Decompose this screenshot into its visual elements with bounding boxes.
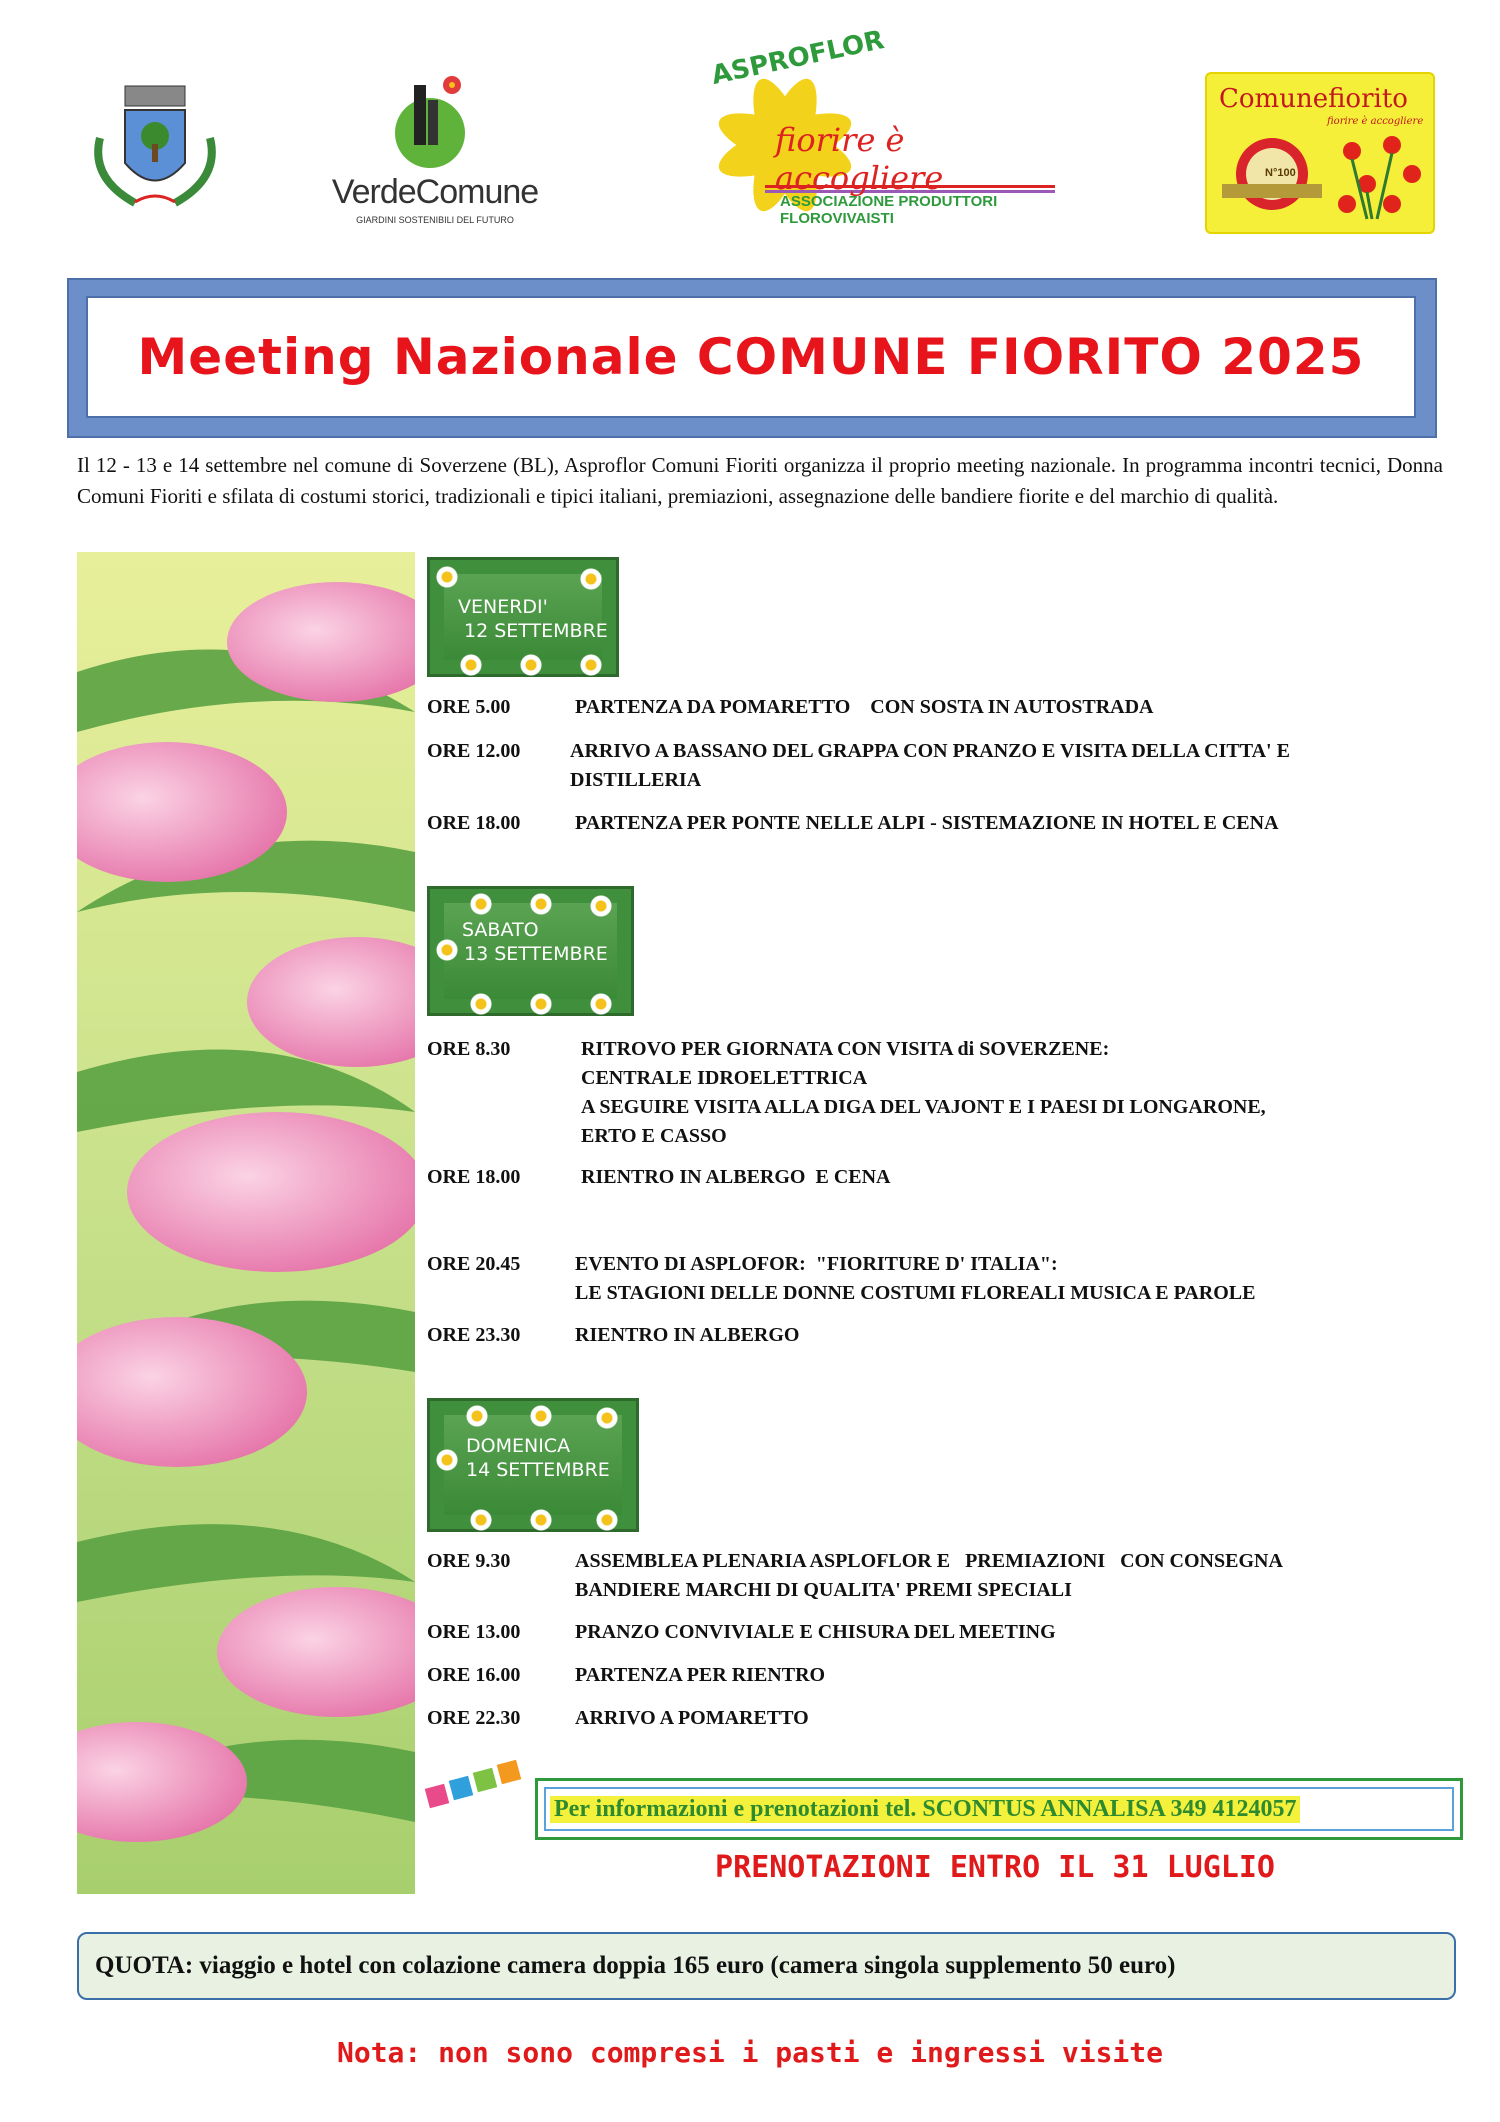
schedule-time: ORE 12.00	[427, 740, 521, 762]
comune-fiorito-badge-text: N°100	[1265, 167, 1296, 179]
asproflor-arc-text: ASPROFLOR	[708, 25, 887, 91]
booking-deadline: PRENOTAZIONI ENTRO IL 31 LUGLIO	[715, 1850, 1275, 1885]
schedule-time: ORE 13.00	[427, 1621, 521, 1643]
schedule-desc: PRANZO CONVIVIALE E CHISURA DEL MEETING	[575, 1621, 1056, 1643]
tulip-photo	[77, 552, 415, 1894]
day-badge-line2: 14 SETTEMBRE	[466, 1459, 610, 1481]
asproflor-subtitle: ASSOCIAZIONE PRODUTTORI FLOROVIVAISTI	[780, 193, 998, 227]
schedule-desc: PARTENZA PER RIENTRO	[575, 1664, 826, 1686]
schedule-time: ORE 22.30	[427, 1707, 521, 1729]
day-badge-line1: VENERDI'	[458, 596, 548, 618]
coat-of-arms-logo	[80, 78, 230, 213]
day-badge-line1: SABATO	[462, 919, 539, 941]
schedule-desc: PARTENZA PER PONTE NELLE ALPI - SISTEMAZIONE IN HOTEL E CENA	[575, 812, 1279, 834]
day-badge-line1: DOMENICA	[466, 1435, 571, 1457]
verde-comune-tagline: GIARDINI SOSTENIBILI DEL FUTURO	[356, 215, 514, 225]
schedule-time: ORE 23.30	[427, 1324, 521, 1346]
schedule-desc: EVENTO DI ASPLOFOR: "FIORITURE D' ITALIA": LE STAGIONI DELLE DONNE COSTUMI FLOREALI MUSICA E PAROLE	[575, 1253, 1256, 1304]
schedule-time: ORE 18.00	[427, 1166, 521, 1188]
schedule-time: ORE 18.00	[427, 812, 521, 834]
comune-fiorito-title: Comunefiorito	[1219, 84, 1408, 114]
schedule-desc: PARTENZA DA POMARETTO CON SOSTA IN AUTOSTRADA	[575, 696, 1154, 718]
schedule-desc: RIENTRO IN ALBERGO E CENA	[581, 1166, 891, 1188]
schedule-desc: ARRIVO A POMARETTO	[575, 1707, 809, 1729]
price-text: QUOTA: viaggio e hotel con colazione camera doppia 165 euro (camera singola supplemento 50 euro)	[95, 1952, 1176, 1979]
day-badge-friday	[427, 557, 619, 677]
day-badge-line2: 13 SETTEMBRE	[464, 943, 608, 965]
price-box	[77, 1932, 1456, 2000]
verde-comune-logo	[330, 65, 540, 230]
schedule-desc: RITROVO PER GIORNATA CON VISITA di SOVERZENE: CENTRALE IDROELETTRICA A SEGUIRE VISITA ALLA DIGA DEL VAJONT E I PAESI DI LONGARONE, ERTO E CASSO	[581, 1038, 1266, 1147]
schedule-time: ORE 5.00	[427, 696, 511, 718]
schedule-desc: ASSEMBLEA PLENARIA ASPLOFLOR E PREMIAZIONI CON CONSEGNA BANDIERE MARCHI DI QUALITA' PREMI SPECIALI	[575, 1550, 1283, 1601]
comune-fiorito-logo	[1205, 72, 1435, 234]
asproflor-slogan: fiorire è accogliere	[775, 121, 944, 197]
note-text: Nota: non sono compresi i pasti e ingressi visite	[336, 2036, 1163, 2069]
schedule-time: ORE 16.00	[427, 1664, 521, 1686]
day-badge-saturday	[427, 886, 634, 1016]
schedule-time: ORE 9.30	[427, 1550, 511, 1572]
title-box	[86, 296, 1416, 418]
verde-comune-wordmark: VerdeComune	[331, 173, 539, 211]
schedule-desc: ARRIVO A BASSANO DEL GRAPPA CON PRANZO E VISITA DELLA CITTA' E DISTILLERIA	[570, 740, 1290, 791]
page-title: Meeting Nazionale COMUNE FIORITO 2025	[137, 328, 1365, 386]
day-badge-sunday	[427, 1398, 639, 1532]
comune-fiorito-slogan: fiorire è accogliere	[1327, 116, 1424, 127]
schedule-time: ORE 20.45	[427, 1253, 521, 1275]
info-box	[535, 1778, 1463, 1840]
asproflor-logo	[700, 25, 1070, 227]
schedule-desc: RIENTRO IN ALBERGO	[575, 1324, 800, 1346]
info-badge-text	[428, 1782, 528, 1802]
info-contact-text: Per informazioni e prenotazioni tel. SCONTUS ANNALISA 349 4124057	[550, 1796, 1300, 1823]
schedule-time: ORE 8.30	[427, 1038, 511, 1060]
intro-paragraph: Il 12 - 13 e 14 settembre nel comune di Soverzene (BL), Asproflor Comuni Fioriti organizza il proprio meeting nazionale. In programma incontri tecnici, Donna Comuni Fioriti e sfilata di costumi storici, tradizionali e tipici italiani, premiazioni, assegnazione delle bandiere fiorite e del marchio di qualità.	[77, 453, 1443, 508]
day-badge-line2: 12 SETTEMBRE	[464, 620, 608, 642]
verde-comune-emblem-icon	[330, 65, 540, 175]
comune-fiorito-rosette-icon	[1217, 129, 1427, 224]
